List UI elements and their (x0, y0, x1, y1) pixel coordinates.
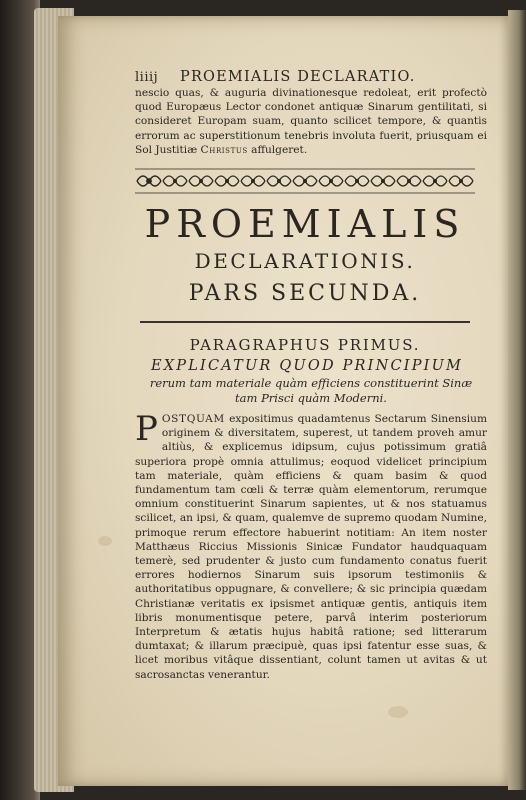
section-subtitle (132, 357, 482, 406)
main-title: PROEMIALIS (144, 202, 466, 246)
section-heading: PARAGRAPHUS PRIMUS. (189, 336, 421, 354)
foxing-spot (98, 536, 112, 546)
horizontal-rule (140, 321, 470, 323)
drop-cap: P (135, 409, 158, 449)
right-page-edge (508, 10, 526, 790)
intro-paragraph (135, 86, 487, 157)
decorative-ornament-band (135, 168, 475, 194)
subtitle-line2: rerum tam materiale quàm efficiens constituerint Sinæ tam Prisci quàm Moderni. (149, 376, 473, 405)
subtitle-line1: EXPLICATUR QUOD PRINCIPIUM (150, 358, 464, 374)
intro-smallcaps: Christus (200, 143, 248, 156)
main-title-line2: DECLARATIONIS. (194, 249, 416, 273)
body-paragraph (135, 409, 487, 682)
folio-number: liiij (135, 70, 159, 85)
first-word: OSTQUAM (161, 413, 225, 425)
running-header (135, 69, 485, 85)
intro-end: affulgeret. (251, 143, 308, 156)
part-title: PARS SECUNDA. (188, 281, 422, 306)
running-title: PROEMIALIS DECLARATIO. (179, 69, 416, 85)
foxing-spot (388, 706, 408, 718)
body-text: expositimus quadamtenus Sectarum Sinensium originem & diversitatem, superest, ut tandem proveh amur altiùs, & explicemus idipsum, cujus potissimum gratiâ superiora propè omnia attulimus; eoquod videlicet principium tam materiale, quàm efficiens & quam basim & quod fundamentum tam cœli & terræ quàm elementorum, rerumque omnium constituerint Sinarum sapientes, ut & nos statuamus scilicet, an ipsi, & quam, qualemve de supremo quodam Numine, primoque rerum effectore habuerint notitiam: An item noster Matthæus Riccius Missionis Sinicæ Fundator haudquaquam temerè, sed prudenter & justo cum fundamento conatus fuerit errores hodiernos Sinarum suis ipsorum testimoniis & authoritatibus oppugnare, & convellere; & sic principia quædam Christianæ veritatis ex ipsismet antiquæ gentis, antiquis item libris monumentisque petere, parvâ interim posteriorum Interpretum & ætatis hujus habitâ ratione; sed litterarum dumtaxat; & illarum præcipuè, quas ipsi fatentur esse suas, & licet moribus vitâque dissentiant, colunt tamen ut avitas & ut sacrosanctas venerantur. (135, 413, 487, 681)
intro-text: nescio quas, & auguria divinationesque redoleat, erit profectò quod Europæus Lector condonet antiquæ Sinarum gentilitati, si consideret Europam suam, quanto scilicet tempore, & quantis errorum ac superstitionum tenebris involuta fuerit, priusquam ei Sol Justitiæ (135, 87, 487, 156)
